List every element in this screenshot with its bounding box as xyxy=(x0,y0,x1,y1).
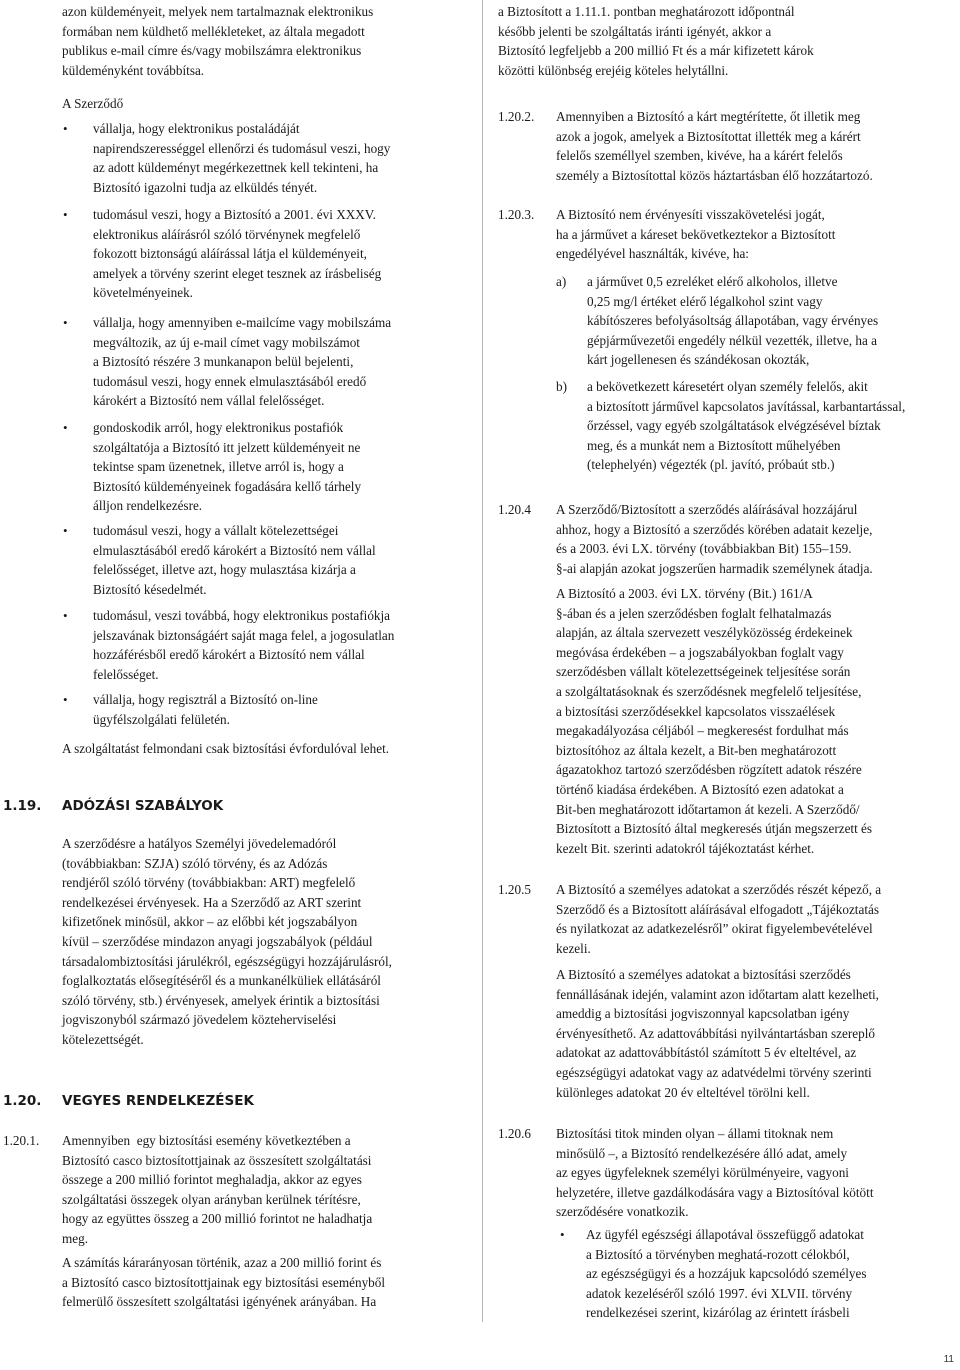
adozasi-paragraph: A szerződésre a hatályos Személyi jövedelemadóról (továbbiakban: SZJA) szóló törvény, és az Adózás rendjéről szóló törvény (továbbiakban: ART) megfelelő rendelkezései érvényesek. Ha a Szerződő az ART szerint kifizetőnek minősül, akkor – az előbbi két jogszabályon kívül – szerződése mindazon anyagi jogszabályok (például társadalombiztosítási járulékról, egészségügyi hozzájárulásról, foglalkoztatás elősegítéséről és a munkanélküliek ellátásáról szóló törvény, stb.) érvényesek, amelyek érintik a biztosítási jogviszonyból származó jövedelem közteherviselési kötelezettségét. xyxy=(62,836,392,1047)
clause-1-20-2-text: Amennyiben a Biztosító a kárt megtérítette, őt illetik meg azok a jogok, amelyek a Biztosítottat illették meg a kárért felelős személlyel szemben, kivéve, ha a kárért felelős személy a Biztosítottal közös háztartásban élő hozzátartozó. xyxy=(556,109,873,183)
bullet-item-1: vállalja, hogy elektronikus postaládáját napirendszerességgel ellenőrzi és tudomásul veszi, hogy az adott küldeményt megérkezettnek kell tekinteni, ha Biztosító igazolni tudja az elküldés tényét. xyxy=(93,121,391,195)
continuation-paragraph: a Biztosított a 1.11.1. pontban meghatározott időpontnál később jelenti be szolgáltatás iránti igényét, akkor a Biztosító legfeljebb a 200 millió Ft és a már kifizetett károk közötti különbség erejéig köteles helytállni. xyxy=(498,4,814,78)
clause-1-20-5-text-2: A Biztosító a személyes adatokat a biztosítási szerződés fennállásának idején, valamint azon időtartam alatt kezelheti, ameddig a biztosítási jogviszonnyal kapcsolatban igény érvényesíthető. Az adattovábbítási nyilvántartásban szereplő adatokat az adattovábbítástól számított 5 év elteltével, az egészségügyi adatokat vagy az adatvédelmi törvény szerinti különleges adatokat 20 év elteltével törölni kell. xyxy=(556,967,879,1100)
clause-1-20-3-text: A Biztosító nem érvényesíti visszakövetelési jogát, ha a járművet a káreset bekövetkeztekor a Biztosított engedélyével használták, kivéve, ha: xyxy=(556,207,836,262)
section-heading-vegyes: VEGYES RENDELKEZÉSEK xyxy=(62,1093,254,1109)
clause-number-1-20-3: 1.20.3. xyxy=(498,207,535,222)
clause-1-20-4-text-2: A Biztosító a 2003. évi LX. törvény (Bit.) 161/A §-ában és a jelen szerződésben foglalt felhatalmazás alapján, az általa szervezett veszélyközösség érdekeinek megóvása érdekében – a jogszabályokban foglalt vagy szerződésben vállalt kötelezettségeinek teljesítése során a szolgáltatásoknak és szerződésnek megfelelő teljesítése, a biztosítási szerződésekkel kapcsolatos visszaélések megakadályozása céljából – megkeresést fordulhat más biztosítóhoz az általa kezelt, a Bit-ben meghatározott ágazatokhoz tartozó szerződésben rögzített adatok részére történő kiadása érdekében. A Biztosító ezen adatokat a Bit-ben meghatározott időtartamon át kezeli. A Szerződő/ Biztosított a Biztosító által megkeresés útján megszerzett és kezelt Bit. szerinti adatokról tájékoztatást kérhet. xyxy=(556,586,873,856)
bullet-marker: • xyxy=(63,523,68,538)
bullet-marker: • xyxy=(560,1227,565,1242)
clause-number-1-20-2: 1.20.2. xyxy=(498,109,535,124)
bullet-marker: • xyxy=(63,207,68,222)
section-heading-adozasi: ADÓZÁSI SZABÁLYOK xyxy=(62,798,224,814)
bullet-item-5: tudomásul veszi, hogy a vállalt kötelezettségei elmulasztásából eredő károkért a Biztosító nem vállal felelősséget, illetve azt, hogy mulasztása kizárja a Biztosító késedelmét. xyxy=(93,523,376,597)
column-divider xyxy=(482,0,483,1322)
clause-number-1-20-4: 1.20.4 xyxy=(498,502,531,517)
section-number-1-19: 1.19. xyxy=(3,798,42,814)
clause-1-20-3-item-a: a járművet 0,5 ezreléket elérő alkoholos, illetve 0,25 mg/l értéket elérő légalkohol szint vagy kábítószeres befolyásoltság állapotában, vagy érvényes gépjárművezetői engedély nélkül vezették, illetve, ha a kárt jogellenesen és szándékosan okozták, xyxy=(587,274,879,368)
bullet-item-7: vállalja, hogy regisztrál a Biztosító on-line ügyfélszolgálati felületén. xyxy=(93,692,318,727)
section-number-1-20: 1.20. xyxy=(3,1093,42,1109)
clause-number-1-20-6: 1.20.6 xyxy=(498,1126,531,1141)
bullet-marker: • xyxy=(63,315,68,330)
bullet-item-3: vállalja, hogy amennyiben e-mailcíme vagy mobilszáma megváltozik, az új e-mail címet vagy mobilszámot a Biztosító részére 3 munkanapon belül bejelenti, tudomásul veszi, hogy ennek elmulasztásából eredő károkért a Biztosító nem vállal felelősséget. xyxy=(93,315,392,409)
felmondas-paragraph: A szolgáltatást felmondani csak biztosítási évfordulóval lehet. xyxy=(62,741,390,756)
bullet-item-6: tudomásul, veszi továbbá, hogy elektronikus postafiókja jelszavának biztonságáért saját maga felel, a jogosulatlan hozzáférésből eredő károkért a Biztosító nem vállal felelősséget. xyxy=(93,608,395,682)
bullet-marker: • xyxy=(63,420,68,435)
bullet-marker: • xyxy=(63,608,68,623)
bullet-item-2: tudomásul veszi, hogy a Biztosító a 2001. évi XXXV. elektronikus aláírásról szóló törvénynek megfelelő fokozott biztonságú aláírással látja el küldeményeit, amelyek a törvény szerint eleget tesznek az írásbeliség követelményeinek. xyxy=(93,207,382,301)
bullet-marker: • xyxy=(63,692,68,707)
clause-number-1-20-5: 1.20.5 xyxy=(498,882,531,897)
list-label-a: a) xyxy=(556,274,567,289)
clause-number-1-20-1: 1.20.1. xyxy=(3,1133,40,1148)
clause-1-20-1-text: Amennyiben egy biztosítási esemény következtében a Biztosító casco biztosítottjainak az összesített szolgáltatási összege a 200 millió forintot meghaladja, akkor az egyes szolgáltatási összegek olyan arányban kerülnek térítésre, hogy az együttes összeg a 200 millió forintot ne haladhatja meg. xyxy=(62,1133,373,1246)
clause-1-20-4-text: A Szerződő/Biztosított a szerződés aláírásával hozzájárul ahhoz, hogy a Biztosító a szerződés körében adatait kezelje, és a 2003. évi LX. törvény (továbbiakban Bit) 155–159. §-ai alapján azokat jogszerűen harmadik személynek átadja. xyxy=(556,502,873,576)
list-label-b: b) xyxy=(556,379,567,394)
clause-1-20-6-bullet: Az ügyfél egészségi állapotával összefüggő adatokat a Biztosító a törvényben meghatá-rozott célokból, az egészségügyi és a hozzájuk kapcsolódó személyes adatok kezeléséről szóló 1997. évi XLVII. törvény rendelkezései szerint, kizárólag az érintett írásbeli xyxy=(586,1227,867,1321)
bullet-item-4: gondoskodik arról, hogy elektronikus postafiók szolgáltatója a Biztosító itt jelzett küldeményeit ne tekintse spam üzenetnek, illetve arról is, hogy a Biztosító küldeményeinek fogadására kellő tárhely álljon rendelkezésre. xyxy=(93,420,362,514)
page-number: 11 xyxy=(943,1354,954,1365)
szerzodo-label: A Szerződő xyxy=(62,96,124,111)
clause-1-20-3-item-b: a bekövetkezett káresetért olyan személy felelős, akit a biztosított járművel kapcsolatos javítással, karbantartással, őrzéssel, vagy egyéb szolgáltatások elvégzésével bíztak meg, és a munkát nem a Biztosított műhelyében (telephelyén) végezték (pl. javító, próbaút stb.) xyxy=(587,379,906,473)
clause-1-20-1-text-2: A számítás kárarányosan történik, azaz a 200 millió forint és a Biztosító casco biztosítottjainak egy biztosítási eseményből felmerülő összesített szolgáltatási igényének arányában. Ha xyxy=(62,1255,386,1310)
intro-paragraph: azon küldeményeit, melyek nem tartalmaznak elektronikus formában nem küldhető mellékleteket, az általa megadott publikus e-mail címre és/vagy mobilszámra elektronikus küldeményként továbbítsa. xyxy=(62,4,374,78)
clause-1-20-6-text: Biztosítási titok minden olyan – állami titoknak nem minősülő –, a Biztosító rendelkezésére álló adat, amely az egyes ügyfeleknek személyi körülményeire, vagyoni helyzetére, illetve gazdálkodására vagy a Biztosítóval kötött szerződésére vonatkozik. xyxy=(556,1126,874,1220)
bullet-marker: • xyxy=(63,121,68,136)
clause-1-20-5-text: A Biztosító a személyes adatokat a szerződés részét képező, a Szerződő és a Biztosított aláírásával elfogadott „Tájékoztatás és nyilatkozat az adatkezelésről” okirat figyelembevételével kezeli. xyxy=(556,882,882,956)
